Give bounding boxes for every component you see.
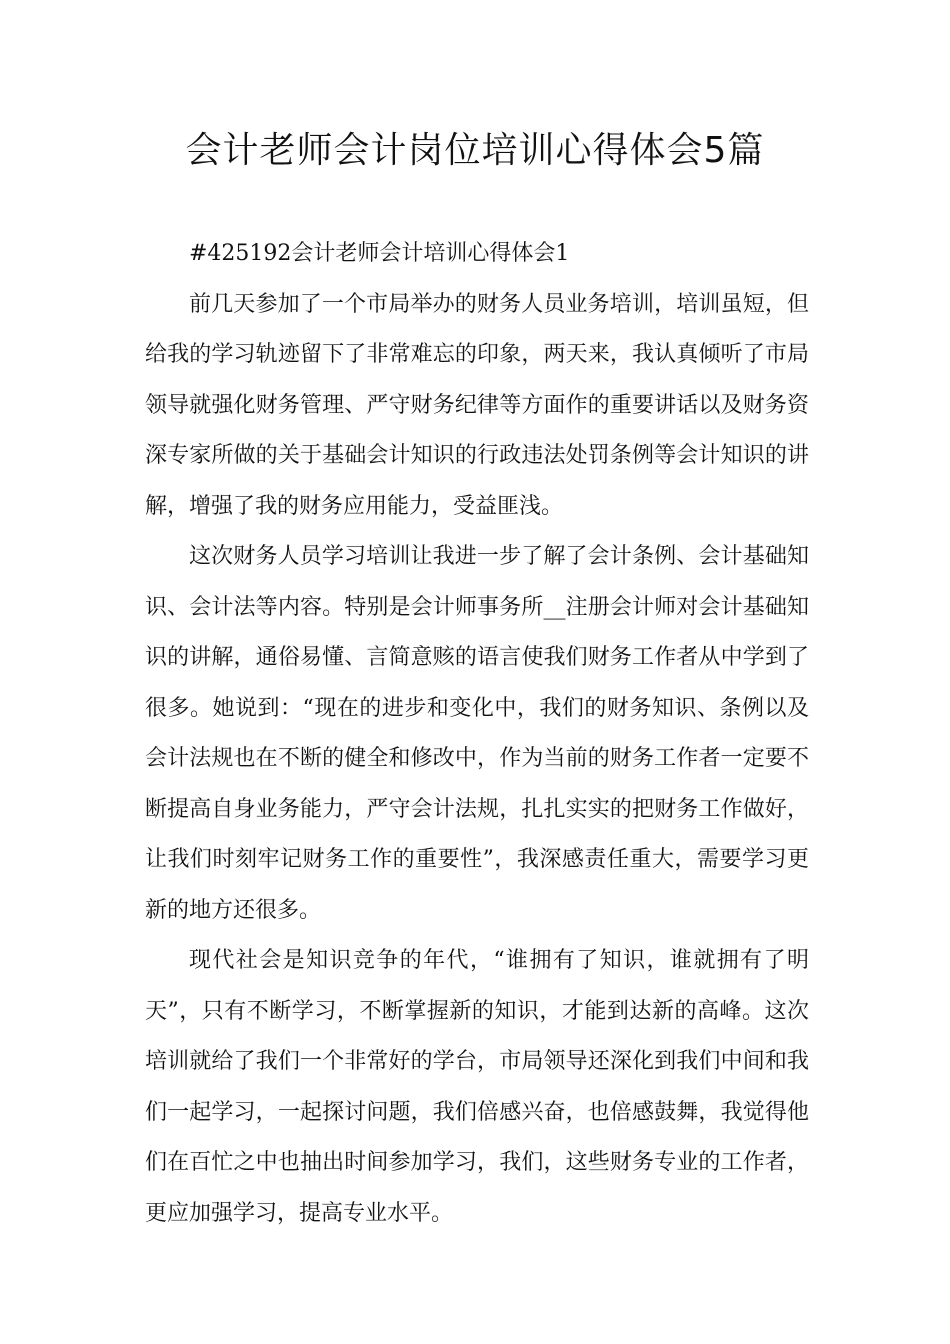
document-body xyxy=(145,229,809,1239)
paragraph-2: 这次财务人员学习培训让我进一步了解了会计条例、会计基础知识、会计法等内容。特别是会计师事务所__注册会计师对会计基础知识的讲解，通俗易懂、言简意赅的语言使我们财务工作者从中学到了很多。她说到：“现在的进步和变化中，我们的财务知识、条例以及会计法规也在不断的健全和修改中，作为当前的财务工作者一定要不断提高自身业务能力，严守会计法规，扎扎实实的把财务工作做好，让我们时刻牢记财务工作的重要性”，我深感责任重大，需要学习更新的地方还很多。 xyxy=(145,544,809,923)
paragraph-1: 前几天参加了一个市局举办的财务人员业务培训，培训虽短，但给我的学习轨迹留下了非常难忘的印象，两天来，我认真倾听了市局领导就强化财务管理、严守财务纪律等方面作的重要讲话以及财务资深专家所做的关于基础会计知识的行政违法处罚条例等会计知识的讲解，增强了我的财务应用能力，受益匪浅。 xyxy=(145,291,809,519)
section-heading: #425192会计老师会计培训心得体会1 xyxy=(189,241,570,266)
document-title: 会计老师会计岗位培训心得体会5篇 xyxy=(185,130,765,171)
paragraph-3: 现代社会是知识竞争的年代，“谁拥有了知识，谁就拥有了明天”，只有不断学习，不断掌握新的知识，才能到达新的高峰。这次培训就给了我们一个非常好的学台，市局领导还深化到我们中间和我们一起学习，一起探讨问题，我们倍感兴奋，也倍感鼓舞，我觉得他们在百忙之中也抽出时间参加学习，我们，这些财务专业的工作者，更应加强学习，提高专业水平。 xyxy=(145,948,809,1226)
